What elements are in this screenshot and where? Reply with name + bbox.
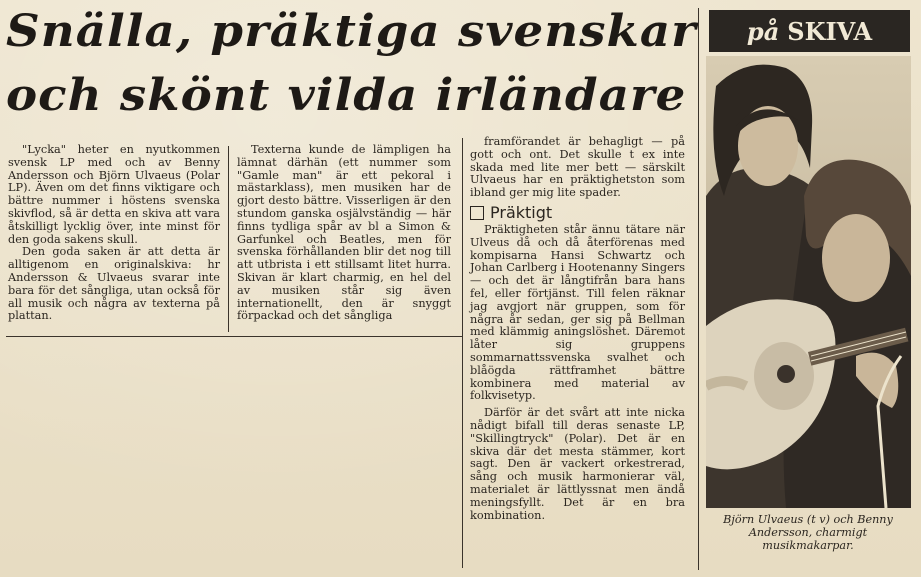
paragraph: Den goda saken är att detta är alltigenom en originalskiva: hr Andersson & Ulvaeus svarar inte bara för det sångliga, utan också för all musik och några av texterna på plattan. [8, 245, 220, 323]
article-column-2 [237, 144, 451, 323]
article-column-3 [470, 136, 685, 522]
paragraph: framförandet är behagligt — på gott och ont. Det skulle t ex inte skada med lite mer bett — särskilt Ulvaeus har en präktighetston som ibland ger mig lite spader. [470, 135, 685, 200]
article-column-1 [8, 144, 220, 323]
section-badge [709, 10, 910, 52]
paragraph: Texterna kunde de lämpligen ha lämnat därhän (ett nummer som "Gamle man" är ett pekoral i mästarklass), men musiken har de gjort desto bättre. Visserligen är den stundom ganska osjälvständig — här finns tydliga spår av bl a Simon & Garfunkel och Beatles, men för svenska förhållanden blir det nog till att utbrista i ett stillsamt litet hurra. Skivan är klart charmig, en hel del av musiken står sig även internationellt, den är snyggt förpackad och det sångliga [237, 143, 451, 323]
column-divider [228, 146, 229, 332]
badge-word: SKIVA [787, 16, 873, 46]
headline-line-2: och skönt vilda irländare [6, 70, 687, 121]
photo-divider [698, 8, 699, 570]
photo-illustration [706, 56, 911, 508]
badge-prefix: på [746, 16, 780, 46]
paragraph: "Lycka" heter en nyutkommen svensk LP med och av Benny Andersson och Björn Ulvaeus (Polar LP). Även om det finns viktigare och bättre nummer i höstens svenska skivflod, så är detta en skiva att vara åtskilligt lycklig över, inte minst för den goda sakens skull. [8, 143, 220, 246]
subheading [470, 202, 685, 222]
paragraph: Därför är det svårt att inte nicka nådigt bifall till deras senaste LP, "Skillingtryck" (Polar). Det är en skiva där det mesta stämmer, kort sagt. Den är vackert orkestrerad, sång och musik harmonierar väl, materialet är lättlyssnat men ändå meningsfyllt. Det är en bra kombination. [470, 406, 685, 522]
paragraph: Präktigheten står ännu tätare när Ulveus då och då återförenas med kompisarna Hansi Schwartz och Johan Carlberg i Hootenanny Singers — och det är långtifrån bara hans fel, eller förtjänst. Till felen räknar jag avgjort när gruppen, som för några år sedan, ger sig på Bellman med klämmig aningslöshet. Däremot låter sig gruppens sommarnattssvenska svalhet och blåögda rättframhet bättre kombinera med material av folkvisetyp. [470, 222, 685, 403]
subheading-text: Präktigt [490, 202, 553, 222]
headline-line-1: Snälla, präktiga svenskar [6, 6, 697, 57]
bottom-rule [6, 336, 462, 337]
band-photo [706, 56, 911, 508]
column-divider [462, 138, 463, 568]
square-bullet-icon [470, 206, 484, 220]
photo-caption: Björn Ulvaeus (t v) och Benny Andersson, charmigt musikmakarpar. [723, 513, 893, 552]
